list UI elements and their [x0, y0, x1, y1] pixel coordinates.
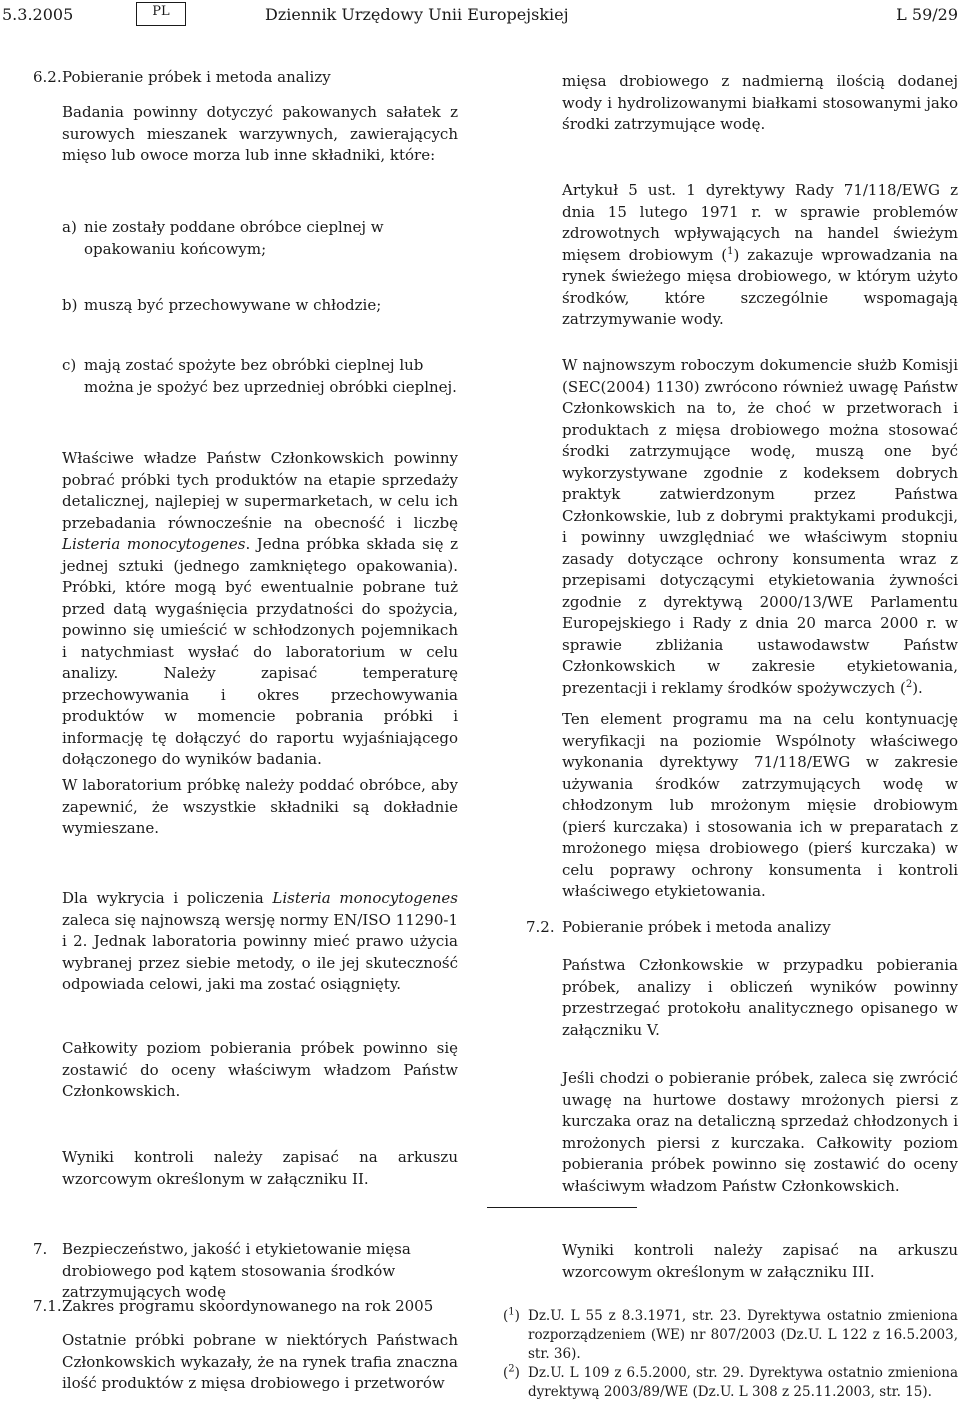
- paragraph-program-goal: Ten element programu ma na celu kontynuację weryfikacji na poziomie Wspólnoty właściwego wykonania dyrektywy 71/118/EWG w zakresie używania środków zatrzymujących wodę w chłodzonym lub mrożonym mięsie drobiowym (pierś kurczaka) i stosowania ich w preparatach z mrożonego mięsa drobiowego (pierś kurczaka) w celu poprawy ochrony konsumenta i kontroli właściwego etykietowania.: [562, 710, 958, 900]
- publication-date: 5.3.2005: [2, 5, 74, 24]
- paragraph-sampling-level: Całkowity poziom pobierania próbek powinno się zostawić do oceny właściwym władzom Państw Członkowskich.: [62, 1039, 458, 1100]
- footnote-1-text: Dz.U. L 55 z 8.3.1971, str. 23. Dyrektywa ostatnio zmieniona rozporządzeniem (WE) nr 807/2003 (Dz.U. L 122 z 16.5.2003, str. 36).: [528, 1308, 958, 1362]
- section-7-number: 7.: [33, 1240, 48, 1258]
- section-7-2-number: 7.2.: [526, 918, 555, 936]
- section-6-2-title: Pobieranie próbek i metoda analizy: [62, 68, 331, 86]
- list-label-a: a): [62, 218, 77, 236]
- journal-title: Dziennik Urzędowy Unii Europejskiej: [265, 5, 569, 24]
- paragraph-program-scope: Ostatnie próbki pobrane w niektórych Państwach Członkowskich wykazały, że na rynek trafia znaczna ilość produktów z mięsa drobiowego i przetworów: [62, 1331, 458, 1392]
- paragraph-commission-document: W najnowszym roboczym dokumencie służb Komisji (SEC(2004) 1130) zwrócono również uwagę Państw Członkowskich na to, że choć w przetworach i produktach z mięsa drobiowego można stosować środki zatrzymujące wodę, muszą one być wykorzystywane zgodnie z kodeksem dobrych praktyk zatwierdzonym przez Państwa Członkowskie, lub z dobrymi praktykami produkcji, i powinny uwzględniać we właściwym stopniu zasady dotyczące ochrony konsumenta wraz z przepisami dotyczącymi etykietowania żywności zgodnie z dyrektywą 2000/13/WE Parlamentu Europejskiego i Rady z dnia 20 marca 2000 r. w sprawie zbliżania ustawodawstw Państw Członkowskich w zakresie etykietowania, prezentacji i reklamy środków spożywczych ($^2$).: [562, 356, 958, 697]
- footnote-2-mark: ($^2$): [503, 1363, 520, 1381]
- page-header: [0, 2, 960, 32]
- section-7-2-title: Pobieranie próbek i metoda analizy: [562, 918, 831, 936]
- paragraph-scope: Badania powinny dotyczyć pakowanych sałatek z surowych mieszanek warzywnych, zawierających mięso lub owoce morza lub inne składniki, które:: [62, 103, 458, 164]
- language-badge: PL: [136, 2, 186, 26]
- list-label-b: b): [62, 296, 78, 314]
- footnote-2-text: Dz.U. L 109 z 6.5.2000, str. 29. Dyrektywa ostatnio zmieniona dyrektywą 2003/89/WE (Dz.U. L 308 z 25.11.2003, str. 15).: [528, 1365, 958, 1400]
- list-item-b: muszą być przechowywane w chłodzie;: [84, 296, 382, 314]
- list-label-c: c): [62, 356, 77, 374]
- paragraph-results-annex-2: Wyniki kontroli należy zapisać na arkuszu wzorcowym określonym w załączniku II.: [62, 1148, 458, 1188]
- section-6-2-number: 6.2.: [33, 68, 62, 86]
- paragraph-authorities: Właściwe władze Państw Członkowskich powinny pobrać próbki tych produktów na etapie sprzedaży detalicznej, najlepiej w supermarketach, w celu ich przebadania równocześnie na obecność i liczbę Listeria monocytogenes. Jedna próbka składa się z jednej sztuki (jednego zamkniętego opakowania). Próbki, które mogą być ewentualnie pobrane tuż przed datą wygaśnięcia przydatności do spożycia, powinno się umieścić w schłodzonych pojemnikach i natychmiast wysłać do laboratorium w celu analizy. Należy zapisać temperaturę przechowywania i okres przechowywania produktów w momencie pobrania próbki i informację tę dołączyć do raportu wyjaśniającego dołączonego do wyników badania.: [62, 449, 458, 768]
- paragraph-sampling-advice: Jeśli chodzi o pobieranie próbek, zaleca się zwrócić uwagę na hurtowe dostawy mrożonych piersi z kurczaka oraz na detaliczną sprzedaż chłodzonych i mrożonych piersi z kurczaka. Całkowity poziom pobierania próbek powinno się zostawić do oceny właściwym władzom Państw Członkowskich.: [562, 1069, 958, 1195]
- list-item-c: mają zostać spożyte bez obróbki cieplnej lub można je spożyć bez uprzedniej obróbki cieplnej.: [84, 356, 457, 396]
- footnote-ref-2: 2: [905, 678, 913, 690]
- paragraph-water-content: mięsa drobiowego z nadmierną ilością dodanej wody i hydrolizowanymi białkami stosowanymi jako środki zatrzymujące wodę.: [562, 72, 958, 133]
- list-item-a: nie zostały poddane obróbce cieplnej w opakowaniu końcowym;: [84, 218, 384, 258]
- footnote-separator: [487, 1207, 637, 1208]
- paragraph-results-annex-3: Wyniki kontroli należy zapisać na arkuszu wzorcowym określonym w załączniku III.: [562, 1241, 958, 1281]
- footnote-1-mark: ($^1$): [503, 1306, 520, 1324]
- paragraph-directive-71-118: Artykuł 5 ust. 1 dyrektywy Rady 71/118/EWG z dnia 15 lutego 1971 r. w sprawie problemów zdrowotnych wpływających na handel świeżym mięsem drobiowym ($^1$) zakazuje wprowadzania na rynek świeżego mięsa drobiowego, w którym użyto środków, które szczególnie wspomagają zatrzymywanie wody.: [562, 181, 958, 328]
- page-number: L 59/29: [896, 5, 958, 24]
- paragraph-protocol-annex-5: Państwa Członkowskie w przypadku pobierania próbek, analizy i obliczeń wyników powinny przestrzegać protokołu analitycznego opisanego w załączniku V.: [562, 956, 958, 1039]
- section-7-1-number: 7.1.: [33, 1297, 62, 1315]
- paragraph-method: Dla wykrycia i policzenia Listeria monocytogenes zaleca się najnowszą wersję normy EN/ISO 11290-1 i 2. Jednak laboratoria powinny mieć prawo użycia wybranej przez siebie metody, o ile jej skuteczność odpowiada celowi, jaki ma zostać osiągnięty.: [62, 889, 458, 993]
- paragraph-laboratory: W laboratorium próbkę należy poddać obróbce, aby zapewnić, że wszystkie składniki są dokładnie wymieszane.: [62, 776, 458, 837]
- footnote-ref-1: 1: [727, 245, 734, 257]
- section-7-1-title: Zakres programu skoordynowanego na rok 2005: [62, 1297, 434, 1315]
- section-7-title: Bezpieczeństwo, jakość i etykietowanie mięsa drobiowego pod kątem stosowania środków zatrzymujących wodę: [62, 1240, 411, 1301]
